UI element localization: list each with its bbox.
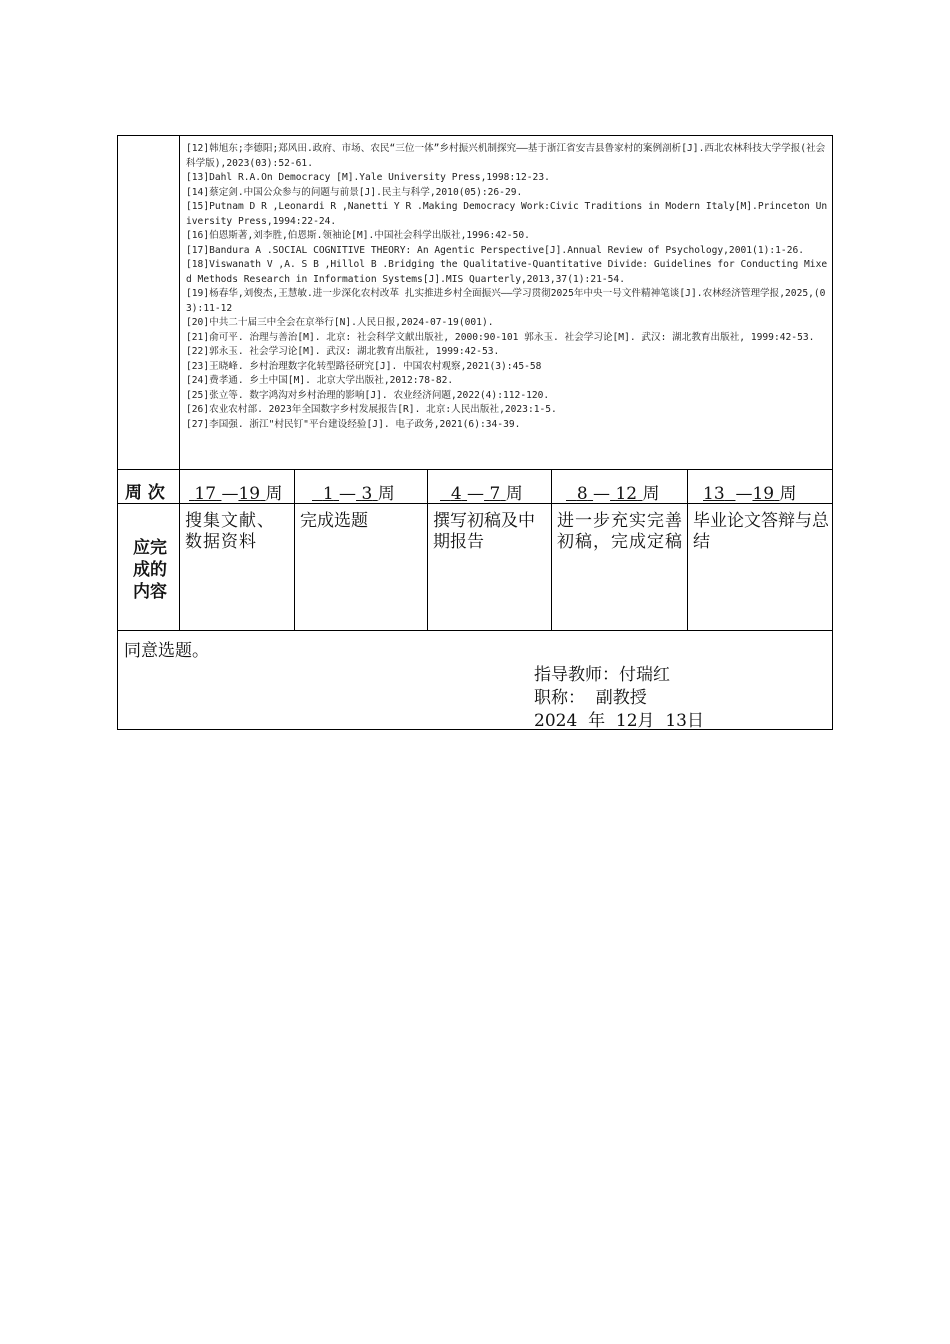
week-range-2 [312, 479, 395, 504]
advisor-name: 指导教师：付瑞红 [534, 665, 670, 685]
reference-item: [19]杨春华,刘俊杰,王慧敏.进一步深化农村改革 扎实推进乡村全面振兴——学习贯彻2025年中央一号文件精神笔谈[J].农林经济管理学报,2025,(03):11-12 [186, 288, 826, 314]
reference-item: [16]伯恩斯著,刘李胜,伯恩斯.领袖论[M].中国社会科学出版社,1996:42-50. [186, 230, 530, 241]
week-to: 7 [489, 484, 501, 504]
reference-item: [24]费孝通. 乡土中国[M]. 北京大学出版社,2012:78-82. [186, 375, 454, 386]
reference-item: [21]俞可平. 治理与善治[M]. 北京: 社会科学文献出版社, 2000:90-101 郭永玉. 社会学习论[M]. 武汉: 湖北教育出版社, 1999:42-53. [186, 331, 815, 343]
approval-date: 2024 年 12月 13日 [534, 711, 704, 731]
reference-item: [22]郭永玉. 社会学习论[M]. 武汉: 湖北教育出版社, 1999:42-53. [186, 346, 500, 357]
reference-item: [23]王晓峰. 乡村治理数字化转型路径研究[J]. 中国农村观察,2021(3):45-58 [186, 360, 542, 372]
week-from: 8 [576, 484, 588, 504]
reference-item: [17]Bandura A .SOCIAL COGNITIVE THEORY: An Agentic Perspective[J].Annual Review of Psychology,2001(1):1-26. [186, 244, 805, 256]
week-to: 19 [238, 484, 261, 504]
proposal-table [117, 135, 833, 730]
row-divider-content [118, 630, 832, 631]
col-divider-3 [551, 469, 552, 630]
content-row-label: 应完成的内容 [133, 538, 167, 602]
week-suffix: 周 [265, 484, 283, 504]
week-to: 3 [361, 484, 373, 504]
reference-item: [15]Putnam D R ,Leonardi R ,Nanetti Y R .Making Democracy Work:Civic Traditions in Modern Italy[M].Princeton University Press,1994:22-24. [186, 201, 828, 227]
reference-item: [26]农业农村部. 2023年全国数字乡村发展报告[R]. 北京:人民出版社,2023:1-5. [186, 404, 557, 415]
reference-list [186, 142, 830, 432]
week-to: 19 [752, 484, 775, 504]
week-suffix: 周 [505, 484, 523, 504]
week-dash: — [221, 484, 239, 504]
week-suffix: 周 [377, 484, 395, 504]
task-cell-5: 毕业论文答辩与总结 [693, 511, 829, 552]
week-dash: — [735, 484, 753, 504]
week-range-1 [189, 479, 283, 504]
advisor-title: 职称： 副教授 [534, 688, 647, 708]
task-cell-2: 完成选题 [300, 511, 368, 531]
week-dash: — [593, 484, 611, 504]
col-divider-4 [687, 469, 688, 630]
week-from: 4 [450, 484, 462, 504]
task-cell-4: 进一步充实完善初稿，完成定稿 [557, 511, 683, 552]
week-to: 12 [615, 484, 638, 504]
week-dash: — [339, 484, 357, 504]
task-cell-1: 搜集文献、数据资料 [185, 511, 275, 552]
week-suffix: 周 [642, 484, 660, 504]
reference-item: [25]张立等. 数字鸿沟对乡村治理的影响[J]. 农业经济问题,2022(4):112-120. [186, 389, 550, 401]
reference-item: [13]Dahl R.A.On Democracy [M].Yale University Press,1998:12-23. [186, 172, 550, 183]
week-range-3 [440, 479, 523, 504]
week-range-4 [566, 479, 660, 504]
col-divider-1 [294, 469, 295, 630]
week-from: 13 [703, 484, 725, 504]
row-divider-refs [118, 469, 832, 470]
reference-item: [20]中共二十届三中全会在京举行[N].人民日报,2024-07-19(001). [186, 317, 494, 328]
approval-comment: 同意选题。 [124, 641, 209, 661]
col-divider-label [179, 136, 180, 630]
week-from: 17 [194, 484, 217, 504]
col-divider-2 [427, 469, 428, 630]
week-suffix: 周 [779, 484, 797, 504]
week-dash: — [467, 484, 485, 504]
reference-item: [27]李国强. 浙江"村民钉"平台建设经验[J]. 电子政务,2021(6):34-39. [186, 418, 521, 430]
reference-item: [18]Viswanath V ,A. S B ,Hillol B .Bridging the Qualitative-Quantitative Divide: Guidelines for Conducting Mixed Methods Research in Information Systems[J].MIS Quarterly,2013,37(1):21-54. [186, 259, 828, 285]
reference-item: [12]韩旭东;李德阳;郑风田.政府、市场、农民“三位一体”乡村振兴机制探究——基于浙江省安吉县鲁家村的案例剖析[J].西北农林科技大学学报(社会科学版),2023(03):52-61. [186, 143, 826, 169]
week-from: 1 [322, 484, 334, 504]
reference-item: [14]蔡定剑.中国公众参与的问题与前景[J].民主与科学,2010(05):26-29. [186, 186, 523, 198]
task-cell-3: 撰写初稿及中期报告 [433, 511, 535, 552]
week-row-label: 周 次 [125, 483, 165, 503]
week-range-5 [703, 479, 797, 504]
